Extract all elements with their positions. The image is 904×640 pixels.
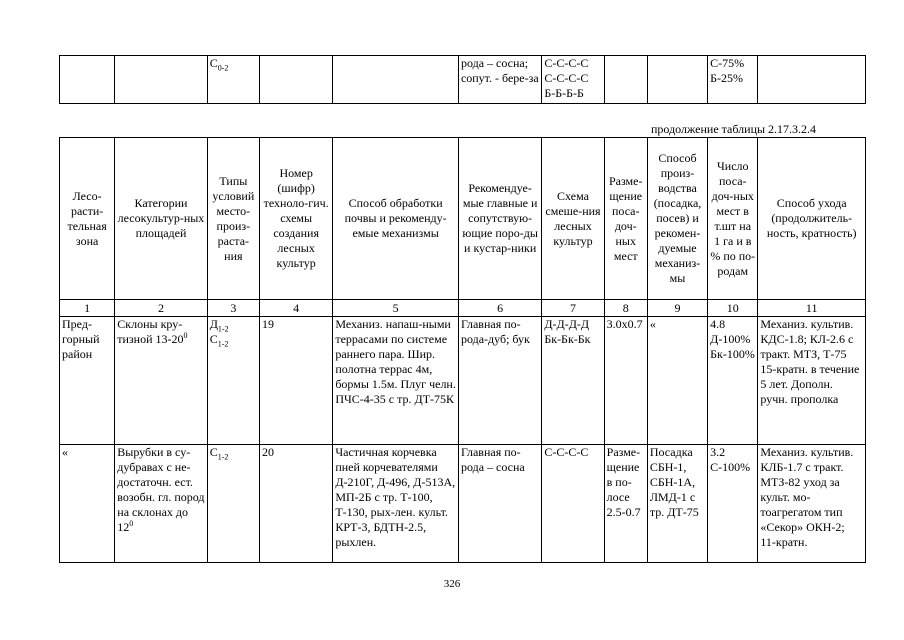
- cell-category: Склоны кру-тизной $13-20^0$: [115, 317, 207, 445]
- cell-scheme-number: 20: [259, 445, 332, 563]
- top-cell-2: [115, 56, 207, 104]
- top-cell-3: $С_{0-2}$: [207, 56, 259, 104]
- top-cell-1: [60, 56, 115, 104]
- top-cell-6: рода – сосна; сопут. - бере-за: [458, 56, 541, 104]
- cell-placement: Разме-щение в по-лосе 2.5-0.7: [604, 445, 647, 563]
- header-care-method: Способ ухода (продолжитель-ность, кратность): [758, 138, 866, 300]
- top-cell-10: С-75% Б-25%: [708, 56, 758, 104]
- header-zone: Лесо-расти-тельная зона: [60, 138, 115, 300]
- header-species: Рекомендуе-мые главные и сопутствую-ющие поро-ды и кустар-ники: [458, 138, 541, 300]
- table-continuation-note: продолжение таблицы 2.17.3.2.4: [651, 122, 817, 136]
- top-cell-4: [259, 56, 332, 104]
- cell-species: Главная по-рода-дуб; бук: [458, 317, 541, 445]
- column-number: 10: [708, 300, 758, 317]
- table-row: [60, 445, 866, 563]
- header-category: Категории лесокультур-ных площадей: [115, 138, 207, 300]
- column-number: 6: [458, 300, 541, 317]
- column-number: 4: [259, 300, 332, 317]
- cell-soil-method: Частичная корчевка пней корчевателями Д-210Г, Д-496, Д-513А, МП-2Б с тр. Т-100, Т-130, рых-лен. культ. КРТ-3, БДТН-2.5, рыхлен.: [333, 445, 459, 563]
- page-number: 326: [443, 578, 461, 590]
- cell-placement: 3.0х0.7: [604, 317, 647, 445]
- top-cell-7: С-С-С-С С-С-С-С Б-Б-Б-Б: [542, 56, 604, 104]
- cell-mix-scheme: С-С-С-С: [542, 445, 604, 563]
- header-placement: Разме-щение поса-доч-ных мест: [604, 138, 647, 300]
- header-scheme-number: Номер (шифр) техноло-гич. схемы создания лесных культур: [259, 138, 332, 300]
- main-table: [59, 137, 866, 563]
- cell-care-method: Механиз. культив. КЛБ-1.7 с тракт. МТЗ-82 уход за культ. мо-тоагрегатом тип «Секор» ОКН-2; 11-кратн.: [758, 445, 866, 563]
- column-number: 7: [542, 300, 604, 317]
- column-number: 9: [647, 300, 707, 317]
- top-cell-8: [604, 56, 647, 104]
- cell-category: Вырубки в су-дубравах с не-достаточн. ест. возобн. гл. пород на склонах до $12^0$: [115, 445, 207, 563]
- column-number: 2: [115, 300, 207, 317]
- cell-mix-scheme: Д-Д-Д-Д Бк-Бк-Бк: [542, 317, 604, 445]
- column-number: 8: [604, 300, 647, 317]
- column-number: 11: [758, 300, 866, 317]
- top-table-fragment: [59, 55, 866, 104]
- cell-production-method: «: [647, 317, 707, 445]
- top-cell-9: [647, 56, 707, 104]
- cell-soil-method: Механиз. напаш-ными террасами по системе раннего пара. Шир. полотна террас 4м, бормы 1.5м. Плуг челн. ПЧС-4-35 с тр. ДТ-75К: [333, 317, 459, 445]
- cell-care-method: Механиз. культив. КДС-1.8; КЛ-2.6 с тракт. МТЗ, Т-75 15-кратн. в течение 5 лет. Дополн. ручн. прополка: [758, 317, 866, 445]
- cell-species: Главная по-рода – сосна: [458, 445, 541, 563]
- cell-planting-count: 4.8 Д-100% Бк-100%: [708, 317, 758, 445]
- column-number: 1: [60, 300, 115, 317]
- header-mix-scheme: Схема смеше-ния лесных культур: [542, 138, 604, 300]
- cell-production-method: Посадка СБН-1, СБН-1А, ЛМД-1 с тр. ДТ-75: [647, 445, 707, 563]
- top-cell-11: [758, 56, 866, 104]
- cell-zone: Пред-горный район: [60, 317, 115, 445]
- column-number-row: [60, 300, 866, 317]
- column-number: 5: [333, 300, 459, 317]
- header-planting-count: Число поса-доч-ных мест в т.шт на 1 га и в % по по-родам: [708, 138, 758, 300]
- cell-site-types: $Д_{1-2}$ $С_{1-2}$: [207, 317, 259, 445]
- header-site-types: Типы условий место-произ-раста-ния: [207, 138, 259, 300]
- header-soil-method: Способ обработки почвы и рекоменду-емые механизмы: [333, 138, 459, 300]
- cell-planting-count: 3.2 С-100%: [708, 445, 758, 563]
- header-production-method: Способ произ-водства (посадка, посев) и рекомен-дуемые механиз-мы: [647, 138, 707, 300]
- header-row: [60, 138, 866, 300]
- cell-site-types: $С_{1-2}$: [207, 445, 259, 563]
- top-cell-5: [333, 56, 459, 104]
- column-number: 3: [207, 300, 259, 317]
- cell-scheme-number: 19: [259, 317, 332, 445]
- cell-zone: «: [60, 445, 115, 563]
- table-row: [60, 317, 866, 445]
